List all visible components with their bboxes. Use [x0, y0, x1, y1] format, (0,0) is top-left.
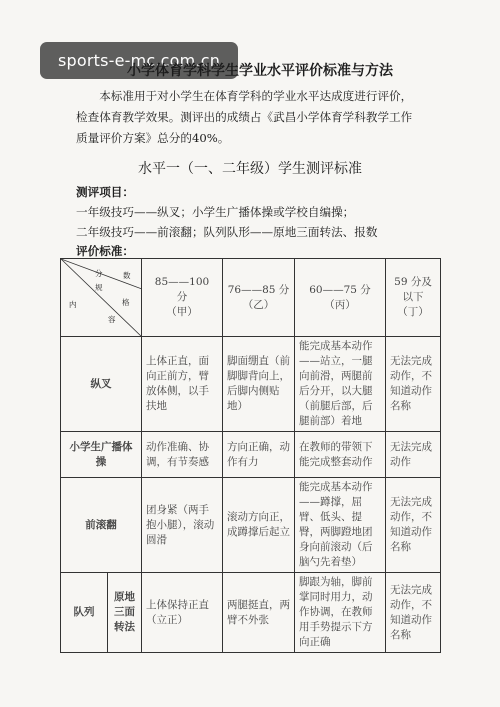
row-item-label: 纵叉: [61, 337, 142, 432]
grade-label: （丁）: [397, 306, 429, 318]
table-cell: 脚跟为轴，脚前掌同时用力，动作协调，在教师用手势提示下方向正确: [295, 573, 386, 653]
table-cell: 方向正确，动作有力: [223, 432, 295, 478]
row-item-label: 队列: [61, 573, 108, 653]
level-title: 水平一（一、二年级）学生测评标准: [138, 161, 362, 177]
diag-word: 格: [122, 298, 130, 307]
table-row: [61, 432, 441, 478]
grade-header-bing: [295, 259, 386, 337]
diag-word: 容: [108, 315, 116, 324]
grade-score: 85——100: [154, 276, 210, 288]
grade-score: 76——85 分: [227, 283, 290, 296]
grade-unit: 以下: [402, 291, 424, 303]
diag-word: 数: [123, 271, 131, 280]
diag-word: 分: [95, 269, 103, 278]
grade-header-jia: [142, 259, 223, 337]
table-cell: 两腿挺直，两臂不外张: [223, 573, 295, 653]
table-cell: 无法完成动作，不知道动作名称: [386, 337, 441, 432]
item-line-grade1: 一年级技巧——纵叉；小学生广播体操或学校自编操；: [76, 205, 355, 219]
intro-line: 检查体育教学效果。测评出的成绩占《武昌小学体育学科教学工作: [76, 110, 413, 124]
table-cell: 能完成基本动作——蹲撑，屈臂、低头、提臀，两脚蹬地团身向前滚动（后脑勺先着垫）: [295, 478, 386, 573]
table-cell: 滚动方向正，成蹲撑后起立: [223, 478, 295, 573]
table-cell: 在教师的带领下能完成整套动作: [295, 432, 386, 478]
table-cell: 无法完成动作: [386, 432, 441, 478]
row-subitem-label: 原地三面转法: [108, 573, 142, 653]
intro-line: 本标准用于对小学生在体育学科的学业水平达成度进行评价，: [99, 89, 413, 103]
table-cell: 能完成基本动作——站立，一腿向前滑，两腿前后分开，以大腿（前腿后部，后腿前部）着地: [295, 337, 386, 432]
intro-line: 质量评价方案》总分的40%。: [76, 131, 230, 145]
diag-word: 规: [95, 283, 103, 292]
table-row: [61, 337, 441, 432]
grade-label: （丙）: [324, 298, 356, 311]
grade-label: （乙）: [242, 298, 275, 311]
document-title: 小学体育学科学生学业水平评价标准与方法: [127, 63, 393, 79]
item-line-grade2: 二年级技巧——前滚翻；队列队形——原地三面转法、报数: [76, 225, 378, 239]
row-item-label: 小学生广播体操: [61, 432, 142, 478]
table-row: [61, 573, 441, 653]
table-row: [61, 478, 441, 573]
grade-header-yi: [223, 259, 295, 337]
table-header-row: [61, 259, 441, 337]
diag-word: 内: [69, 300, 77, 309]
row-item-label: 前滚翻: [61, 478, 142, 573]
diagonal-header-cell: [61, 259, 142, 337]
table-cell: 脚面绷直（前脚脚背向上，后脚内侧贴地）: [223, 337, 295, 432]
grade-score: 59 分及: [394, 276, 432, 288]
grade-score: 60——75 分: [309, 283, 371, 296]
table-cell: 上体正直，面向正前方，臂放体侧，以手扶地: [142, 337, 223, 432]
table-cell: 团身紧（两手抱小腿），滚动圆滑: [142, 478, 223, 573]
items-label: 测评项目：: [76, 185, 134, 199]
table-cell: 无法完成动作，不知道动作名称: [386, 478, 441, 573]
table-cell: 无法完成动作，不知道动作名称: [386, 573, 441, 653]
table-cell: 动作准确、协调，有节奏感: [142, 432, 223, 478]
grade-unit: 分: [176, 291, 188, 303]
intro-paragraph: [76, 86, 426, 149]
grade-header-ding: [386, 259, 441, 337]
watermark-label: sports-e-mc.com.cn: [40, 42, 238, 79]
table-cell: 上体保持正直（立正）: [142, 573, 223, 653]
evaluation-table: [60, 258, 441, 653]
grade-label: （甲）: [166, 306, 198, 318]
criteria-label: 评价标准：: [76, 244, 134, 258]
